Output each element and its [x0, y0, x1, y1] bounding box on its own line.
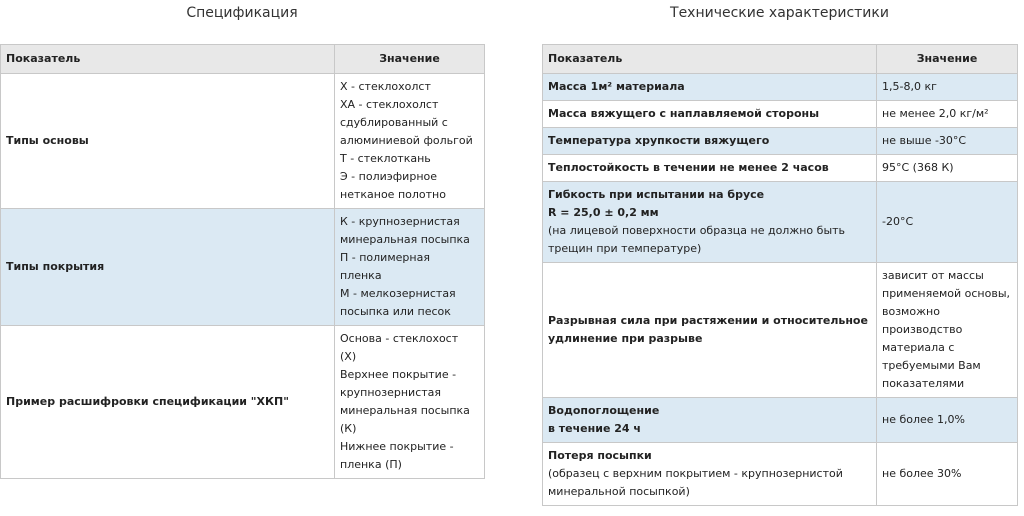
label-line: R = 25,0 ± 0,2 мм: [548, 206, 659, 219]
table-row: [543, 398, 1018, 443]
spec-row-label: Типы покрытия: [1, 209, 335, 326]
label-line: в течение 24 ч: [548, 422, 641, 435]
label-line: удлинение при разрыве: [548, 332, 703, 345]
tech-row-value: не более 30%: [877, 443, 1018, 506]
tech-header-value: Значение: [877, 45, 1018, 74]
tech-row-label: Масса вяжущего с наплавляемой стороны: [543, 101, 877, 128]
tech-row-value: 1,5-8,0 кг: [877, 74, 1018, 101]
spec-title: Спецификация: [186, 5, 298, 21]
table-row: [543, 128, 1018, 155]
tech-row-value: [877, 263, 1018, 398]
spec-row-label: Пример расшифровки спецификации "ХКП": [1, 326, 335, 479]
tech-panel: [542, 0, 1017, 506]
tech-row-value: не менее 2,0 кг/м²: [877, 101, 1018, 128]
value-line: сдублированный с: [340, 116, 448, 129]
value-line: Верхнее покрытие -: [340, 368, 457, 381]
value-line: производство: [882, 323, 963, 336]
table-row: [543, 182, 1018, 263]
spec-row-value: [335, 326, 485, 479]
label-line: Потеря посыпки: [548, 449, 652, 462]
tech-row-label: [543, 443, 877, 506]
tech-row-value: не более 1,0%: [877, 398, 1018, 443]
spec-panel: [0, 0, 484, 479]
table-row: [543, 101, 1018, 128]
value-line: крупнозернистая: [340, 386, 442, 399]
value-line: Основа - стеклохост: [340, 332, 459, 345]
tech-row-label: [543, 263, 877, 398]
value-line: показателями: [882, 377, 965, 390]
spec-header-param: Показатель: [1, 45, 335, 74]
tech-row-value: 95°С (368 К): [877, 155, 1018, 182]
label-note: (на лицевой поверхности образца не должно быть: [548, 224, 846, 237]
tech-row-label: Масса 1м² материала: [543, 74, 877, 101]
value-line: Нижнее покрытие -: [340, 440, 454, 453]
value-line: зависит от массы: [882, 269, 984, 282]
table-row: [543, 263, 1018, 398]
value-line: алюминиевой фольгой: [340, 134, 473, 147]
spec-table: [0, 44, 485, 479]
table-row: [1, 209, 485, 326]
value-line: Э - полиэфирное: [340, 170, 438, 183]
value-line: (Х): [340, 350, 357, 363]
tech-row-value: -20°С: [877, 182, 1018, 263]
value-line: минеральная посыпка: [340, 233, 470, 246]
value-line: П - полимерная: [340, 251, 430, 264]
label-note: трещин при температуре): [548, 242, 702, 255]
value-line: ХА - стеклохолст: [340, 98, 439, 111]
value-line: посыпка или песок: [340, 305, 451, 318]
table-row: [1, 74, 485, 209]
tech-row-label: [543, 398, 877, 443]
tech-title: Технические характеристики: [670, 5, 889, 21]
spec-header-value: Значение: [335, 45, 485, 74]
spec-row-label: Типы основы: [1, 74, 335, 209]
tech-row-value: не выше -30°С: [877, 128, 1018, 155]
tech-header-param: Показатель: [543, 45, 877, 74]
value-line: М - мелкозернистая: [340, 287, 456, 300]
table-row: [543, 74, 1018, 101]
table-row: [543, 443, 1018, 506]
value-line: нетканое полотно: [340, 188, 446, 201]
tech-header-row: [543, 45, 1018, 74]
label-line: Гибкость при испытании на брусе: [548, 188, 765, 201]
spec-row-value: [335, 74, 485, 209]
table-row: [543, 155, 1018, 182]
label-note: минеральной посыпкой): [548, 485, 690, 498]
label-line: Разрывная сила при растяжении и относительное: [548, 314, 868, 327]
tech-table: [542, 44, 1018, 506]
value-line: К - крупнозернистая: [340, 215, 460, 228]
value-line: Т - стеклоткань: [340, 152, 431, 165]
table-row: [1, 326, 485, 479]
value-line: возможно: [882, 305, 940, 318]
spec-row-value: [335, 209, 485, 326]
value-line: материала с: [882, 341, 955, 354]
value-line: пленка (П): [340, 458, 402, 471]
tech-row-label: Температура хрупкости вяжущего: [543, 128, 877, 155]
value-line: Х - стеклохолст: [340, 80, 431, 93]
value-line: (К): [340, 422, 357, 435]
value-line: пленка: [340, 269, 382, 282]
spec-header-row: [1, 45, 485, 74]
value-line: минеральная посыпка: [340, 404, 470, 417]
value-line: требуемыми Вам: [882, 359, 981, 372]
tech-row-label: Теплостойкость в течении не менее 2 часов: [543, 155, 877, 182]
label-note: (образец с верхним покрытием - крупнозернистой: [548, 467, 843, 480]
tech-row-label: [543, 182, 877, 263]
label-line: Водопоглощение: [548, 404, 660, 417]
value-line: применяемой основы,: [882, 287, 1011, 300]
